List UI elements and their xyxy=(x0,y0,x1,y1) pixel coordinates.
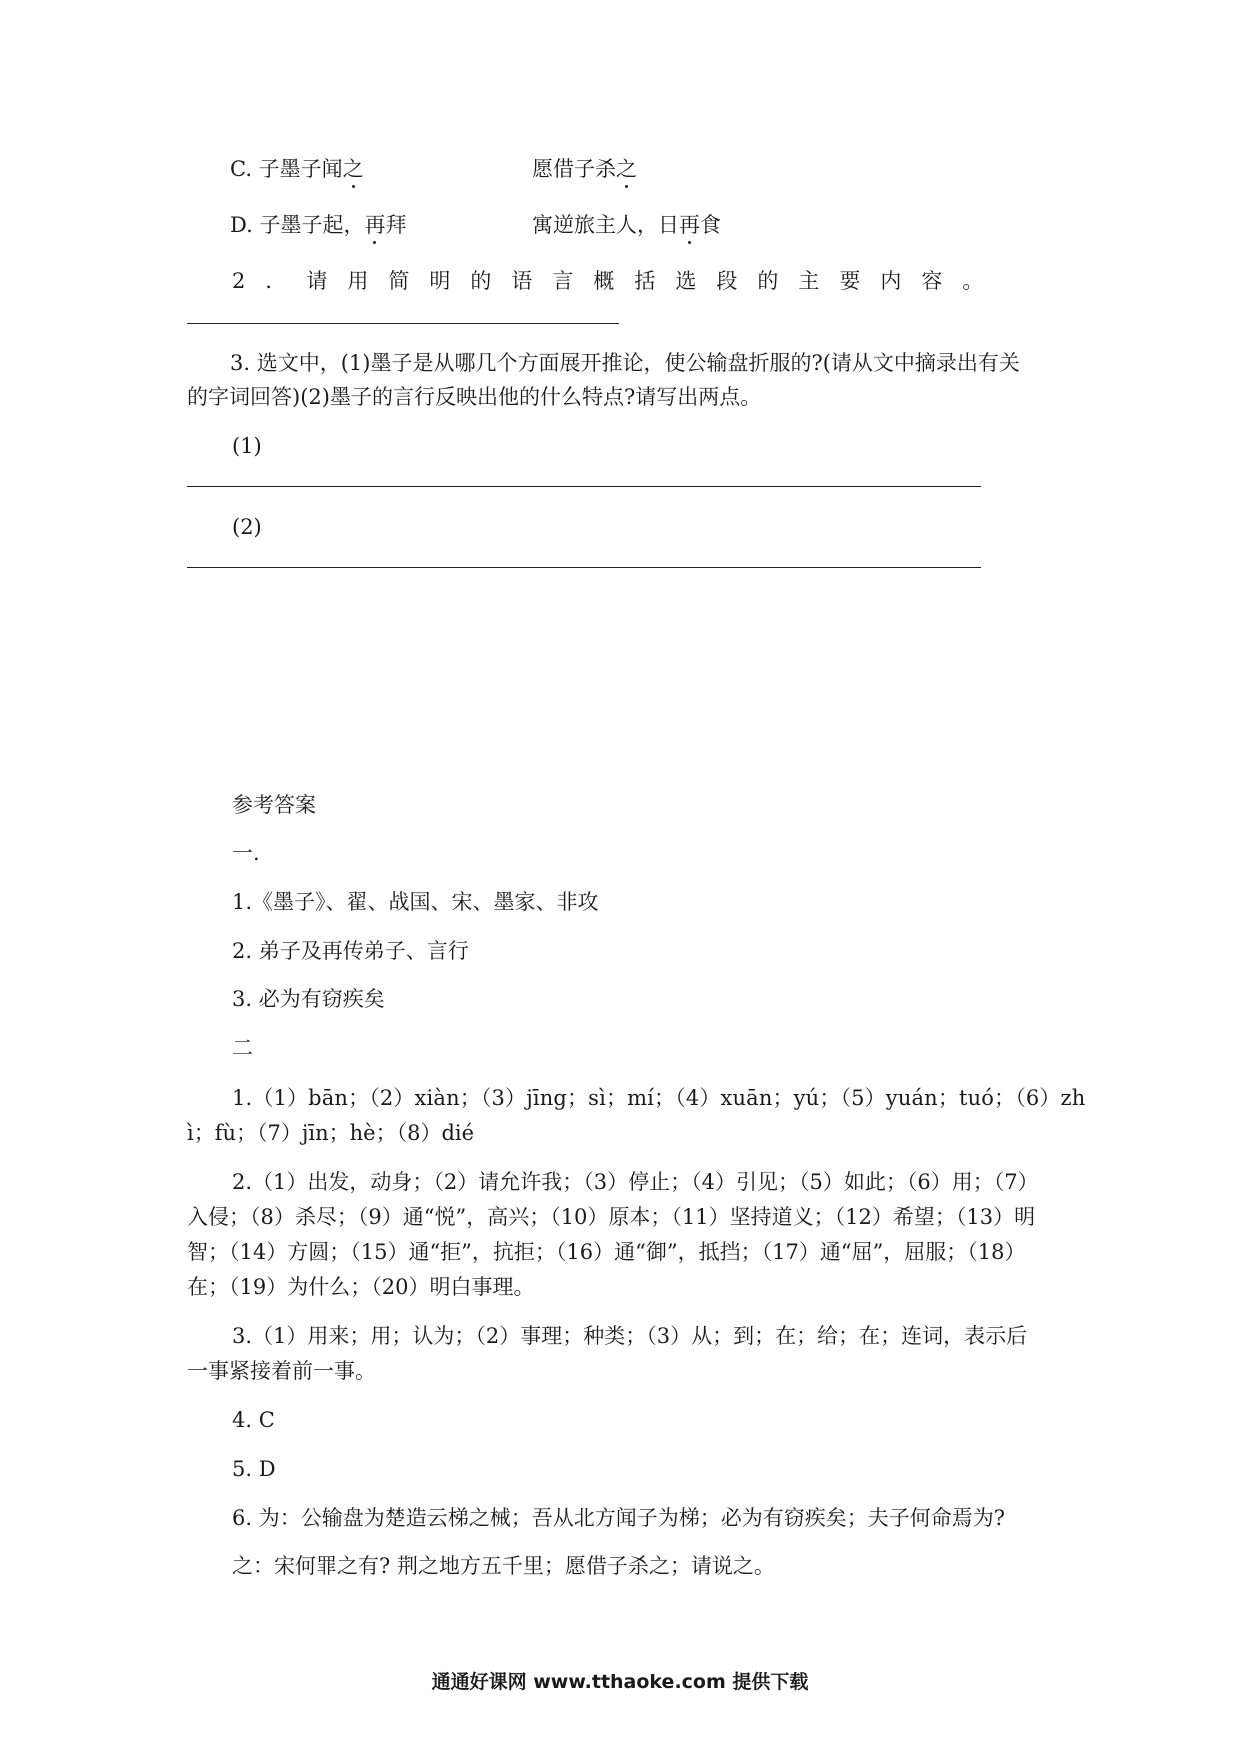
question-3-line1: 3. 选文中，(1)墨子是从哪几个方面展开推论，使公输盘折服的?(请从文中摘录出有关 xyxy=(230,351,1020,375)
option-c-right xyxy=(532,155,637,183)
option-d-left-dotted: 再 xyxy=(364,213,386,237)
answer-line-q2 xyxy=(187,323,619,324)
answer-2-4: 4. C xyxy=(232,1408,275,1432)
answer-2-2-line3: 智；（14）方圆；（15）通“拒”，抗拒；（16）通“御”，抵挡；（17）通“屈”，屈服；（18） xyxy=(187,1240,1026,1264)
part-1-label: 一. xyxy=(232,841,260,865)
option-c-left-dotted: 之 xyxy=(342,157,364,181)
answer-1-1: 1.《墨子》、翟、战国、宋、墨家、非攻 xyxy=(232,890,599,914)
answer-line-1 xyxy=(187,486,981,487)
answer-2-3-line1: 3.（1）用来；用；认为；（2）事理；种类；（3）从；到；在；给；在；连词，表示后 xyxy=(232,1324,1028,1348)
option-d-right-post: 食 xyxy=(700,213,721,237)
question-2: 2．请用简明的语言概括选段的主要内容。 xyxy=(232,269,1004,293)
option-c-left-text: 子墨子闻 xyxy=(258,157,343,181)
answer-2-6-line2: 之：宋何罪之有? 荆之地方五千里；愿借子杀之；请说之。 xyxy=(232,1554,775,1578)
option-d-left-text: 子墨子起， xyxy=(259,213,365,237)
option-d-right-dotted: 再 xyxy=(679,213,700,237)
option-d-label: D. xyxy=(230,213,260,237)
answer-2-6-line1: 6. 为：公输盘为楚造云梯之械；吾从北方闻子为梯；必为有窃疾矣；夫子何命焉为? xyxy=(232,1506,1005,1530)
answer-2-2-line1: 2.（1）出发，动身；（2）请允许我；（3）停止；（4）引见；（5）如此；（6）用；（7） xyxy=(232,1170,1039,1194)
answers-title: 参考答案 xyxy=(232,793,316,817)
answer-2-3-line2: 一事紧接着前一事。 xyxy=(187,1359,376,1383)
page-footer: 通通好课网 www.tthaoke.com 提供下载 xyxy=(431,1671,809,1693)
option-c-right-dotted: 之 xyxy=(616,157,637,181)
answer-2-5: 5. D xyxy=(232,1457,276,1481)
option-c-left xyxy=(230,155,364,183)
answer-2-2-line4: 在；（19）为什么；（20）明白事理。 xyxy=(187,1275,535,1299)
answer-2-2-line2: 入侵；（8）杀尽；（9）通“悦”，高兴；（10）原本；（11）坚持道义；（12）希望；（13）明 xyxy=(187,1205,1036,1229)
answer-1-3: 3. 必为有窃疾矣 xyxy=(232,987,385,1011)
option-d-left xyxy=(230,211,406,239)
blank-2-label: (2) xyxy=(232,515,262,539)
blank-1-label: (1) xyxy=(232,434,262,458)
answer-2-1-line2: ì；fù；（7）jīn；hè；（8）dié xyxy=(187,1121,475,1145)
option-d-right xyxy=(532,211,721,239)
option-c-label: C. xyxy=(230,157,259,181)
option-d-left-post: 拜 xyxy=(385,213,407,237)
option-d-right-text: 寓逆旅主人，日 xyxy=(532,213,679,237)
answer-1-2: 2. 弟子及再传弟子、言行 xyxy=(232,939,469,963)
option-c-right-text: 愿借子杀 xyxy=(532,157,616,181)
answer-2-1-line1: 1.（1）bān；（2）xiàn；（3）jīng；sì；mí；（4）xuān；yú；（5）yuán；tuó；（6）zh xyxy=(232,1086,1086,1110)
answer-line-2 xyxy=(187,567,981,568)
question-3-line2: 的字词回答)(2)墨子的言行反映出他的什么特点?请写出两点。 xyxy=(187,385,762,409)
part-2-label: 二 xyxy=(232,1036,253,1060)
